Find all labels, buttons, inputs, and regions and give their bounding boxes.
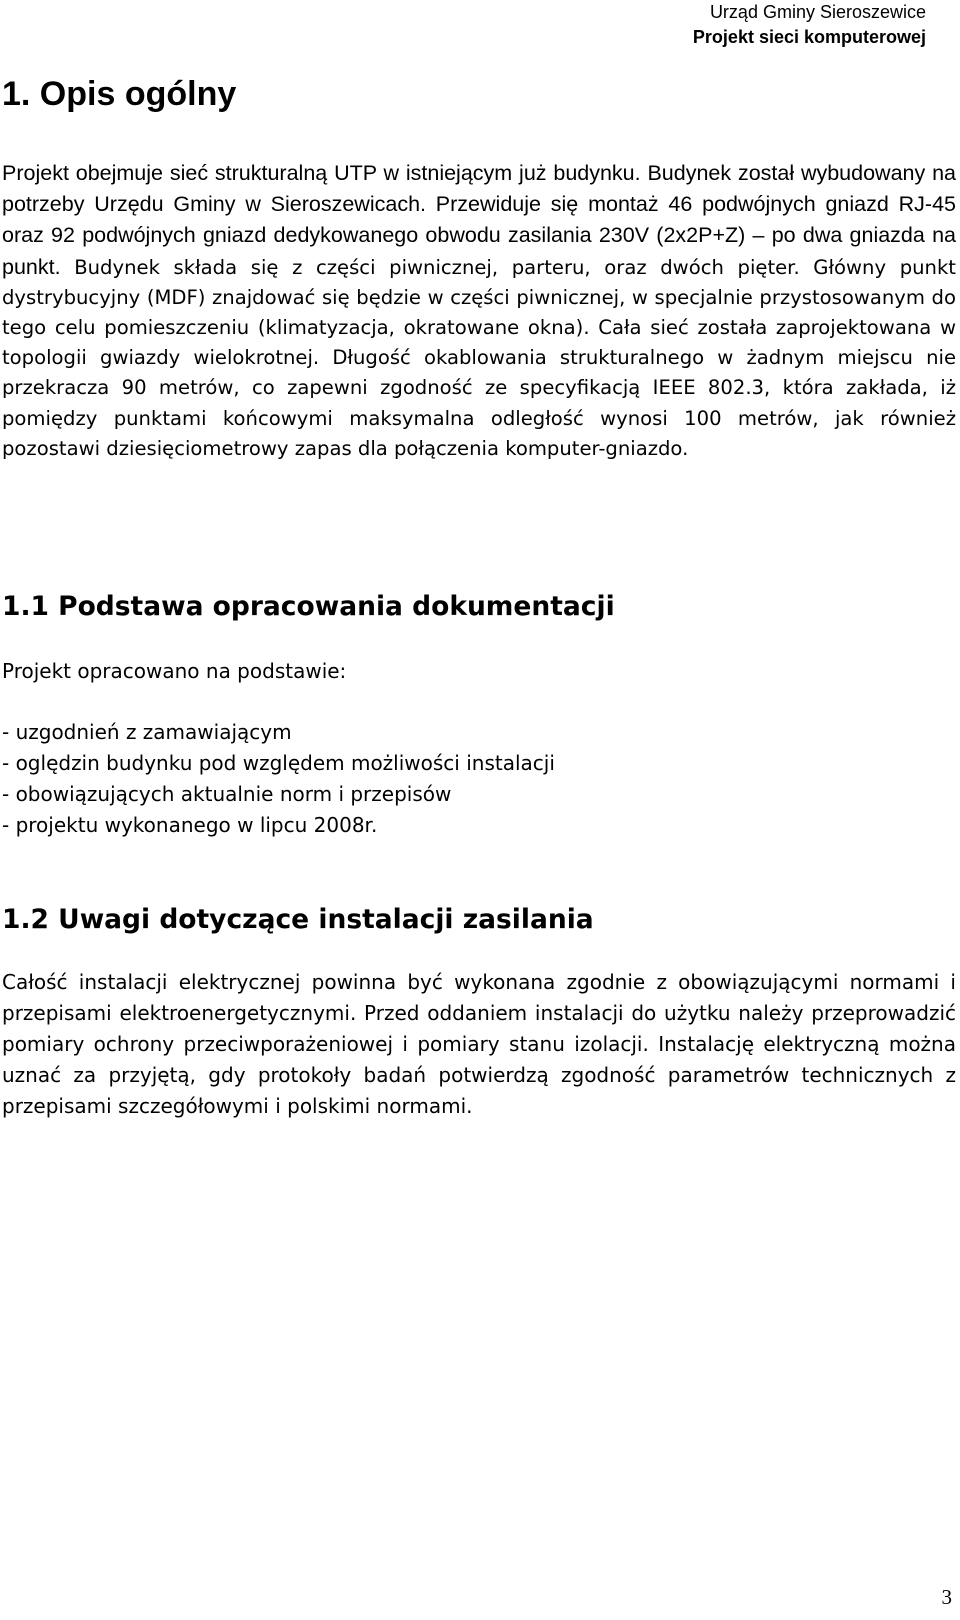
section-1-2-paragraph: Całość instalacji elektrycznej powinna być wykonana zgodnie z obowiązującymi normami i przepisami elektroenergetycznymi. Przed oddaniem instalacji do użytku należy przeprowadzić pomiary ochrony przeciwporażeniowej i pomiary stanu izolacji. Instalację elektryczną można uznać za przyjętą, gdy protokoły badań potwierdzą zgodność parametrów technicznych z przepisami szczegółowymi i polskimi normami. — [2, 970, 956, 1118]
list-item: - projektu wykonanego w lipcu 2008r. — [2, 813, 378, 837]
list-item: - uzgodnień z zamawiającym — [2, 720, 292, 744]
list-item: - oględzin budynku pod względem możliwości instalacji — [2, 751, 555, 775]
header-organization: Urząd Gminy Sieroszewice — [709, 2, 926, 22]
section-1-2-heading: 1.2 Uwagi dotyczące instalacji zasilania — [2, 904, 594, 935]
page-number: 3 — [941, 1585, 952, 1609]
header-project-title: Projekt sieci komputerowej — [692, 27, 926, 47]
list-item: - obowiązujących aktualnie norm i przepisów — [2, 782, 452, 806]
page-header — [693, 0, 926, 50]
section-1-1-intro: Projekt opracowano na podstawie: — [2, 659, 347, 683]
basis-list — [2, 717, 555, 841]
section-1-paragraph-rest: Budynek składa się z części piwnicznej, parteru, oraz dwóch pięter. Główny punkt dystrybucyjny (MDF) znajdować się będzie w części piwnicznej, w specjalnie przystosowanym do tego celu pomieszczeniu (klimatyzacja, okratowane okna). Cała sieć została zaprojektowana w topologii gwiazdy wielokrotnej. Długość okablowania strukturalnego w żadnym miejscu nie przekracza 90 metrów, co zapewni zgodność ze specyfikacją IEEE 802.3, która zakłada, iż pomiędzy punktami końcowymi maksymalna odległość wynosi 100 metrów, jak również pozostawi dziesięciometrowy zapas dla połączenia komputer-gniazdo. — [2, 255, 956, 460]
section-1-heading: 1. Opis ogólny — [2, 75, 237, 113]
section-1-1-heading: 1.1 Podstawa opracowania dokumentacji — [2, 591, 615, 622]
section-1-paragraph-lead: Projekt obejmuje sieć strukturalną UTP w istniejącym już budynku. Budynek został wybudowany na potrzeby Urzędu Gminy w Sieroszewicach. Przewiduje się montaż 46 podwójnych gniazd RJ-45 oraz 92 podwójnych gniazd dedykowanego obwodu zasilania 230V (2x2P+Z) – po dwa gniazda na punkt. — [2, 161, 956, 279]
section-1-paragraph — [2, 158, 956, 464]
